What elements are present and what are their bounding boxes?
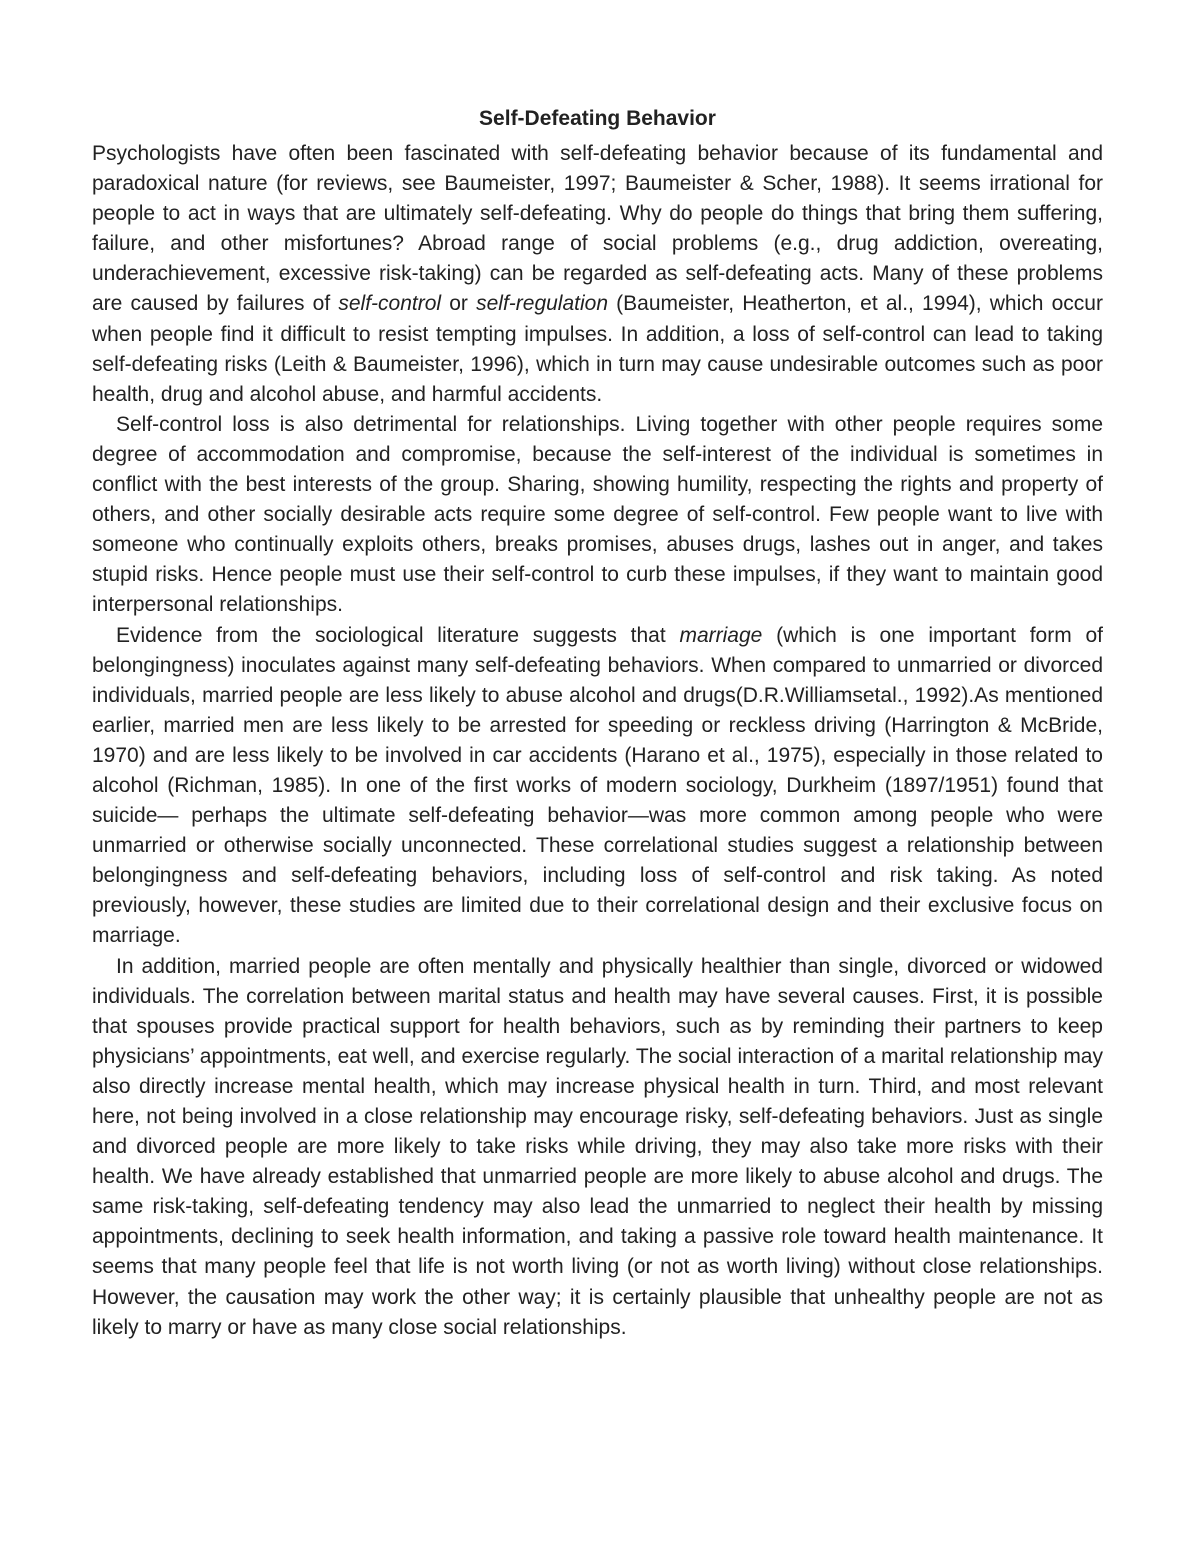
paragraph-text: (which is one important form of belongingness) inoculates against many self-defeating behaviors. When compared to unmarried or divorced individuals, married people are less likely to abuse alcohol and drugs(D.R.Williamsetal., 1992).As mentioned earlier, married men are less likely to be arrested for speeding or reckless driving (Harrington & McBride, 1970) and are less likely to be involved in car accidents (Harano et al., 1975), especially in those related to alcohol (Richman, 1985). In one of the first works of modern sociology, Durkheim (1897/1951) found that suicide— perhaps the ultimate self-defeating behavior—was more common among people who were unmarried or otherwise socially unconnected. These correlational studies suggest a relationship between belongingness and self-defeating behaviors, including loss of self-control and risk taking. As noted previously, however, these studies are limited due to their correlational design and their exclusive focus on marriage. [92, 623, 1103, 948]
body-paragraph [92, 139, 1103, 410]
body-paragraph [92, 621, 1103, 952]
paragraph-text: In addition, married people are often mentally and physically healthier than single, divorced or widowed individuals. The correlation between marital status and health may have several causes. First, it is possible that spouses provide practical support for health behaviors, such as by reminding their partners to keep physicians’ appointments, eat well, and exercise regularly. The social interaction of a marital relationship may also directly increase mental health, which may increase physical health in turn. Third, and most relevant here, not being involved in a close relationship may encourage risky, self-defeating behaviors. Just as single and divorced people are more likely to take risks while driving, they may also take more risks with their health. We have already established that unmarried people are more likely to abuse alcohol and drugs. The same risk-taking, self-defeating tendency may also lead the unmarried to neglect their health by missing appointments, declining to seek health information, and taking a passive role toward health maintenance. It seems that many people feel that life is not worth living (or not as worth living) without close relationships. However, the causation may work the other way; it is certainly plausible that unhealthy people are not as likely to marry or have as many close social relationships. [92, 954, 1103, 1339]
paragraph-text: Psychologists have often been fascinated with self-defeating behavior because of its fundamental and paradoxical nature (for reviews, see Baumeister, 1997; Baumeister & Scher, 1988). It seems irrational for people to act in ways that are ultimately self-defeating. Why do people do things that bring them suffering, failure, and other misfortunes? Abroad range of social problems (e.g., drug addiction, overeating, underachievement, excessive risk-taking) can be regarded as self-defeating acts. Many of these problems are caused by failures of [92, 142, 1103, 316]
paragraph-text: (Baumeister, Heatherton, et al., 1994), which occur when people find it difficult to resist tempting impulses. In addition, a loss of self-control can lead to taking self-defeating risks (Leith & Baumeister, 1996), which in turn may cause undesirable outcomes such as poor health, drug and alcohol abuse, and harmful accidents. [92, 292, 1103, 406]
italic-term: marriage [679, 623, 763, 647]
paragraph-text: Evidence from the sociological literature suggests that [116, 623, 680, 647]
paragraph-text: Self-control loss is also detrimental for relationships. Living together with other people requires some degree of accommodation and compromise, because the self-interest of the individual is sometimes in conflict with the best interests of the group. Sharing, showing humility, respecting the rights and property of others, and other socially desirable acts require some degree of self-control. Few people want to live with someone who continually exploits others, breaks promises, abuses drugs, lashes out in anger, and takes stupid risks. Hence people must use their self-control to curb these impulses, if they want to maintain good interpersonal relationships. [92, 412, 1103, 617]
body-paragraph [92, 952, 1103, 1343]
document-title: Self-Defeating Behavior [479, 107, 716, 130]
italic-term: self-regulation [476, 292, 608, 316]
body-paragraph [92, 410, 1103, 621]
document-body [92, 139, 1103, 1343]
paragraph-text: or [441, 292, 477, 316]
italic-term: self-control [338, 292, 442, 316]
document-page [92, 104, 1103, 1343]
